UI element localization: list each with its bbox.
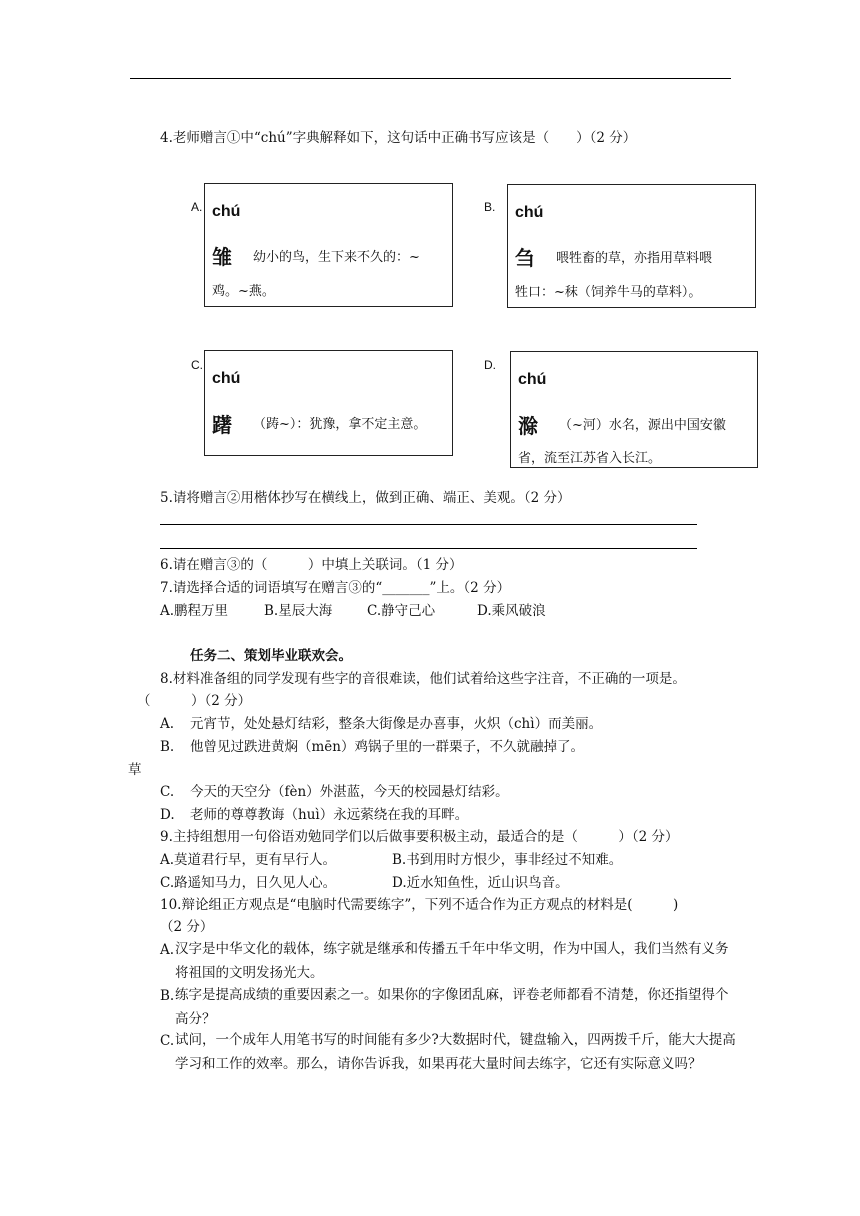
q10-option-b-label: B. [160, 988, 175, 1004]
q10-option-a-text[interactable]: 汉字是中华文化的载体，练字就是继承和传播五千年中华文明，作为中国人，我们当然有义务将祖国的文明发扬光大。 [175, 941, 729, 982]
q10-option-b-text[interactable]: 练字是提高成绩的重要因素之一。如果你的字像团乱麻，评卷老师都看不清楚，你还指望得个高分？ [175, 987, 729, 1028]
q4-option-a-def1: 幼小的鸟，生下来不久的：~ [253, 250, 420, 265]
q8-option-d-text[interactable]: 老师的尊尊教诲（huì）永远萦绕在我的耳畔。 [190, 807, 469, 823]
q4-option-d-def1: （~河）水名，源出中国安徽 [559, 418, 726, 433]
q9-option-b[interactable]: B.书到用时方恨少，事非经过不知难。 [392, 852, 623, 868]
q4-option-b-def2: 牲口：~秣（饲养牛马的草料）。 [515, 285, 702, 300]
q4-option-a-box[interactable] [204, 183, 453, 307]
q7-stem: 7.请选择合适的词语填写在赠言③的“_______”上。（2 分） [160, 580, 511, 596]
q4-option-a-char: 雏 [212, 245, 232, 269]
q8-stem: 8.材料准备组的同学发现有些字的音很难读，他们试着给这些字注音，不正确的一项是。 [160, 671, 686, 687]
q8-option-b-text[interactable]: 他曾见过跌进黄焖（mēn）鸡锅子里的一群栗子，不久就融掉了。 [190, 739, 584, 755]
q10-option-c-text[interactable]: 试问，一个成年人用笔书写的时间能有多少?大数据时代，键盘输入，四两拨千斤，能大大提高学习和工作的效率。那么，请你告诉我，如果再花大量时间去练字，它还有实际意义吗？ [175, 1032, 736, 1073]
q4-option-b-def1: 喂牲畜的草，亦指用草料喂 [556, 251, 713, 266]
q4-option-a-pinyin: chú [212, 203, 241, 220]
q8-option-c-text[interactable]: 今天的天空分（fèn）外湛蓝，今天的校园悬灯结彩。 [190, 784, 509, 800]
q4-option-d-pinyin: chú [518, 371, 547, 388]
q4-option-b-box[interactable] [507, 184, 756, 308]
q8-option-b-label: B. [160, 739, 175, 755]
q4-option-a-label: A. [191, 200, 203, 214]
q4-option-b-label: B. [484, 200, 496, 214]
q7-option-a[interactable]: A.鹏程万里 [160, 603, 229, 619]
q8-option-a-label: A. [160, 716, 175, 732]
q4-option-d-label: D. [484, 358, 496, 372]
q7-option-c[interactable]: C.静守己心 [367, 603, 436, 619]
q4-option-c-box[interactable] [204, 350, 453, 456]
q4-option-d-box[interactable] [510, 351, 758, 468]
q4-option-c-char: 躇 [212, 413, 232, 437]
q8-option-a-text[interactable]: 元宵节，处处悬灯结彩，整条大街像是办喜事，火炽（chì）而美丽。 [190, 716, 603, 732]
q4-option-c-label: C. [191, 358, 203, 372]
q5-answer-line-2[interactable] [160, 548, 697, 549]
q4-stem: 4.老师赠言①中“chú”字典解释如下，这句话中正确书写应该是（ ）（2 分） [160, 130, 637, 146]
q4-option-d-char: 滁 [518, 414, 538, 438]
q10-option-c-label: C. [160, 1033, 175, 1049]
q8-option-c-label: C. [160, 784, 175, 800]
q8-option-d-label: D. [160, 807, 175, 823]
q10-score: （2 分） [160, 919, 214, 935]
q10-stem: 10.辩论组正方观点是“电脑时代需要练字”，下列不适合作为正方观点的材料是( ) [160, 897, 679, 913]
q4-option-b-pinyin: chú [515, 204, 544, 221]
q4-option-c-pinyin: chú [212, 370, 241, 387]
q6-stem: 6.请在赠言③的（ ）中填上关联词。（1 分） [160, 557, 463, 573]
q4-option-d-def2: 省，流至江苏省入长江。 [518, 451, 662, 466]
q7-option-d[interactable]: D.乘风破浪 [477, 603, 546, 619]
header-rule [130, 78, 731, 79]
task2-heading: 任务二、策划毕业联欢会。 [190, 648, 352, 664]
q8-margin-char: 草 [128, 762, 142, 778]
q9-stem: 9.主持组想用一句俗语劝勉同学们以后做事要积极主动，最适合的是（ ）（2 分） [160, 829, 679, 845]
q4-option-b-char: 刍 [515, 246, 535, 270]
q5-answer-line-1[interactable] [160, 524, 697, 525]
q8-answer-paren[interactable]: （ ）（2 分） [137, 693, 252, 709]
q9-option-a[interactable]: A.莫道君行早，更有早行人。 [160, 852, 337, 868]
q10-option-a-label: A. [160, 942, 175, 958]
q9-option-c[interactable]: C.路遥知马力，日久见人心。 [160, 875, 337, 891]
q4-option-a-def2: 鸡。~燕。 [212, 284, 275, 299]
q4-option-c-def1: （踌~）：犹豫，拿不定主意。 [253, 417, 427, 432]
q5-stem: 5.请将赠言②用楷体抄写在横线上，做到正确、端正、美观。（2 分） [160, 490, 571, 506]
q9-option-d[interactable]: D.近水知鱼性，近山识鸟音。 [392, 875, 569, 891]
q7-option-b[interactable]: B.星辰大海 [264, 603, 333, 619]
